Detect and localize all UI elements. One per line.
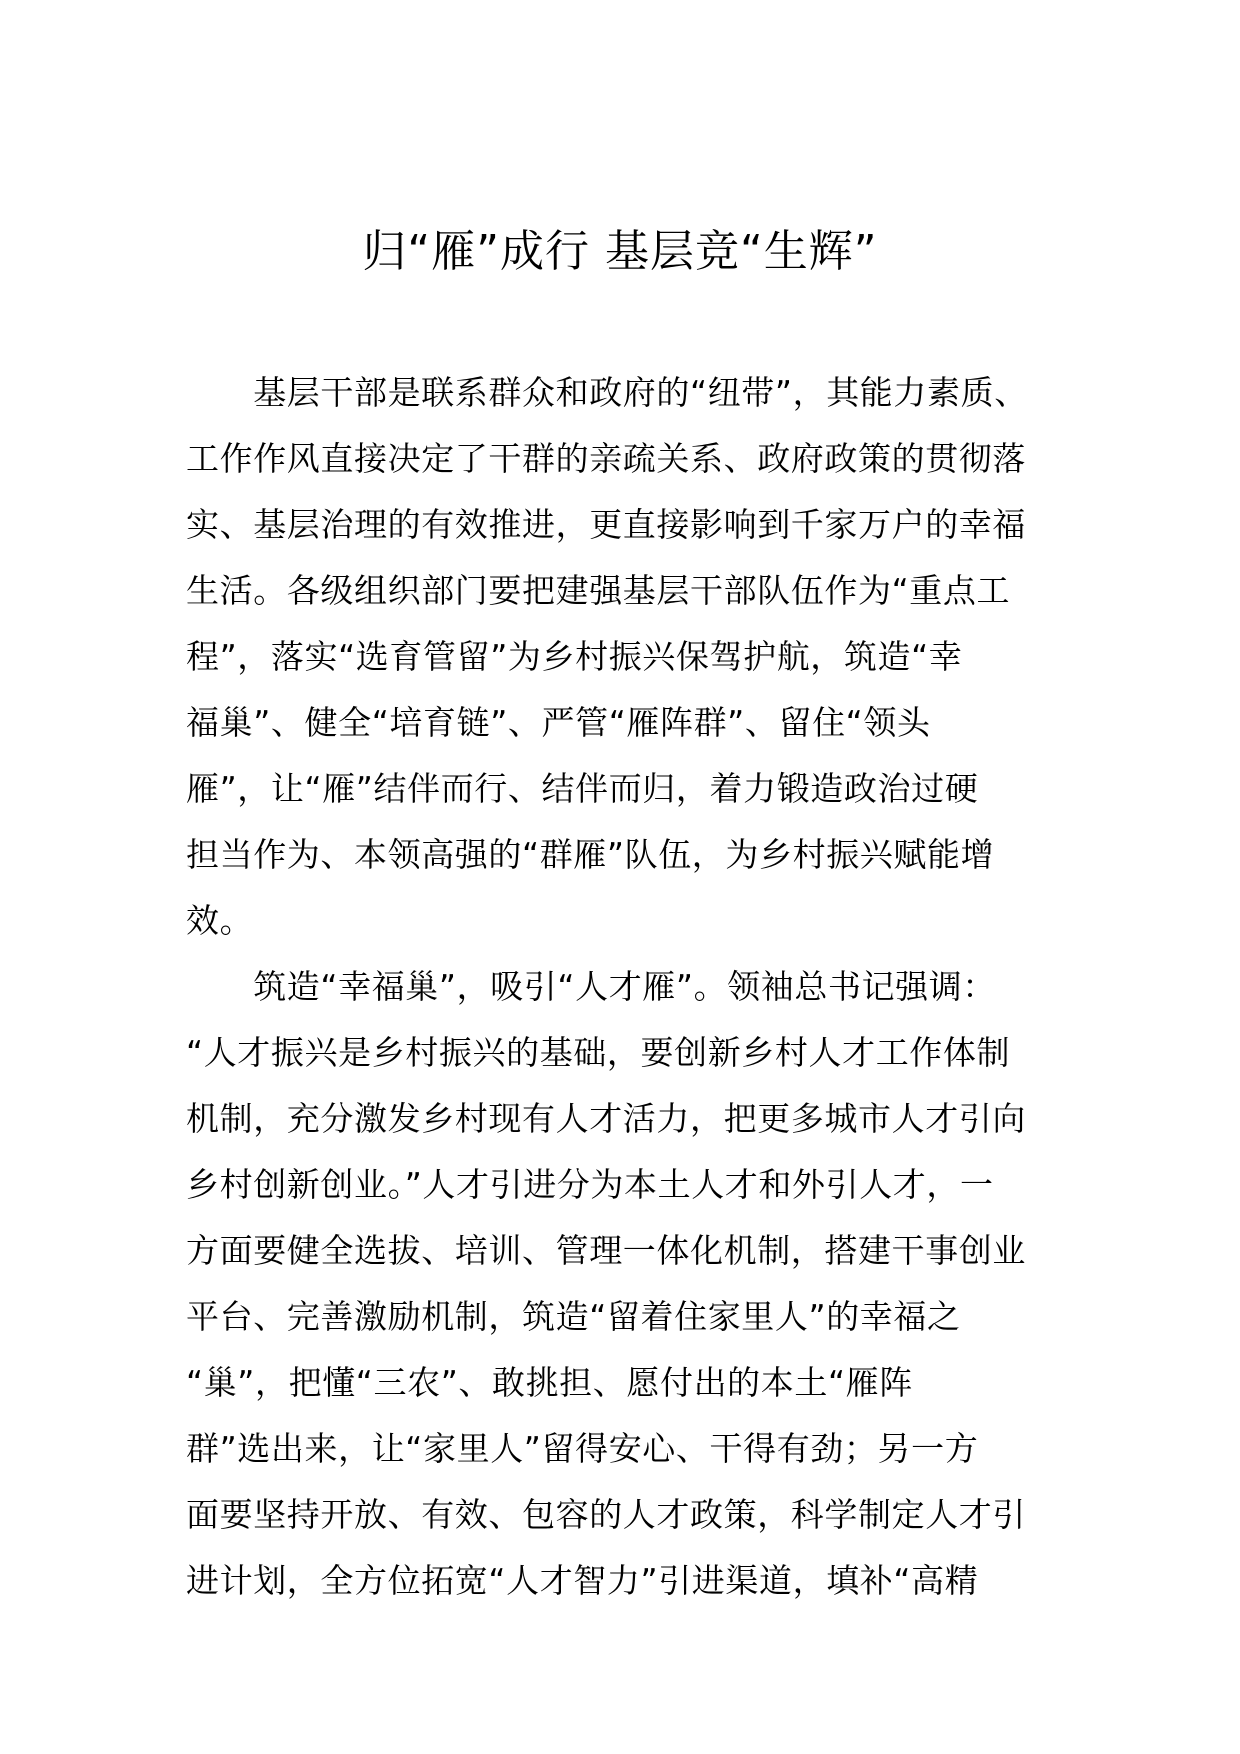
text-line: 乡村创新创业。”人才引进分为本土人才和外引人才，一 <box>186 1165 994 1204</box>
text-line: 基层干部是联系群众和政府的“纽带”，其能力素质、 <box>186 373 1028 412</box>
text-line: 工作作风直接决定了干群的亲疏关系、政府政策的贯彻落 <box>186 439 1026 478</box>
text-line: 群”选出来，让“家里人”留得安心、干得有劲；另一方 <box>186 1429 979 1468</box>
text-line: 进计划，全方位拓宽“人才智力”引进渠道，填补“高精 <box>186 1561 979 1600</box>
text-line: 效。 <box>186 901 254 940</box>
paragraph-1 <box>186 360 1086 954</box>
text-line: 筑造“幸福巢”，吸引“人才雁”。领袖总书记强调： <box>186 967 996 1006</box>
text-line: 程”，落实“选育管留”为乡村振兴保驾护航，筑造“幸 <box>186 637 963 676</box>
text-line: 机制，充分激发乡村现有人才活力，把更多城市人才引向 <box>186 1099 1026 1138</box>
text-line: 福巢”、健全“培育链”、严管“雁阵群”、留住“领头 <box>186 703 931 742</box>
paragraph-2 <box>186 954 1086 1614</box>
text-line: 实、基层治理的有效推进，更直接影响到千家万户的幸福 <box>186 505 1026 544</box>
text-line: 方面要健全选拔、培训、管理一体化机制，搭建干事创业 <box>186 1231 1026 1270</box>
text-line: 面要坚持开放、有效、包容的人才政策，科学制定人才引 <box>186 1495 1026 1534</box>
text-line: 担当作为、本领高强的“群雁”队伍，为乡村振兴赋能增 <box>186 835 995 874</box>
text-line: 平台、完善激励机制，筑造“留着住家里人”的幸福之 <box>186 1297 961 1336</box>
document-body <box>186 360 1086 1614</box>
text-line: 生活。各级组织部门要把建强基层干部队伍作为“重点工 <box>186 571 1011 610</box>
document-title: 归“雁”成行 基层竞“生辉” <box>362 226 878 277</box>
text-line: “人才振兴是乡村振兴的基础，要创新乡村人才工作体制 <box>186 1033 1011 1072</box>
text-line: 雁”，让“雁”结伴而行、结伴而归，着力锻造政治过硬 <box>186 769 979 808</box>
text-line: “巢”，把懂“三农”、敢挑担、愿付出的本土“雁阵 <box>186 1363 913 1402</box>
